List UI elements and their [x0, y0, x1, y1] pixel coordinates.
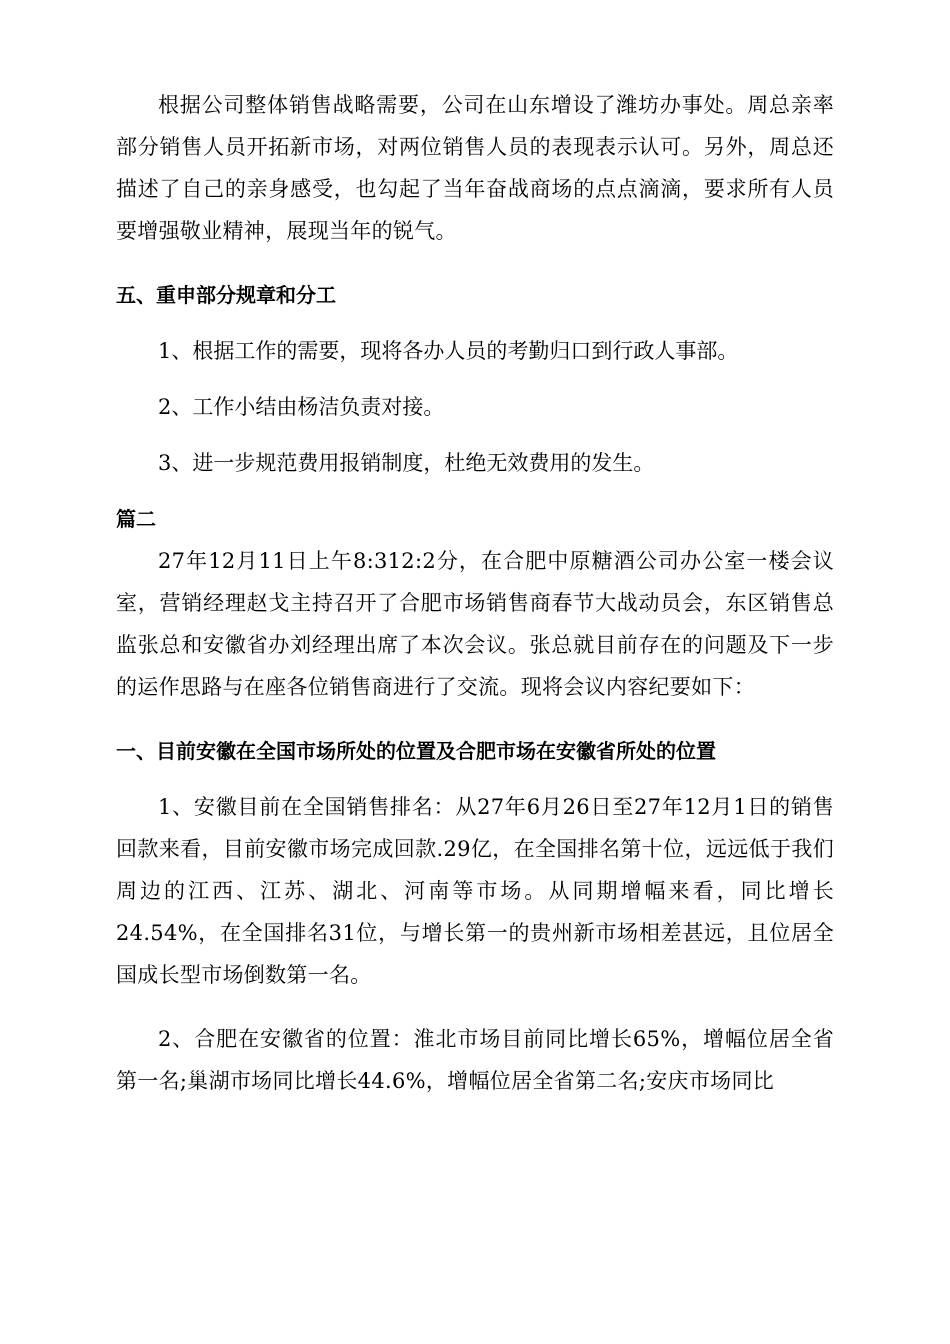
part-two-heading: 篇二: [116, 507, 156, 531]
paragraph-weifang-office: 根据公司整体销售战略需要，公司在山东增设了潍坊办事处。周总亲率部分销售人员开拓新市场，对两位销售人员的表现表示认可。另外，周总还描述了自己的亲身感受，也勾起了当年奋战商场的点点滴滴，要求所有人员要增强敬业精神，展现当年的锐气。: [116, 93, 834, 243]
section-heading-rules: 五、重申部分规章和分工: [116, 283, 336, 307]
list-item-attendance: 1、根据工作的需要，现将各办人员的考勤归口到行政人事部。: [158, 339, 739, 363]
list-item-summary: 2、工作小结由杨洁负责对接。: [158, 395, 445, 419]
paragraph-anhui-ranking: 1、安徽目前在全国销售排名：从27年6月26日至27年12月1日的销售回款来看，目前安徽市场完成回款.29亿，在全国排名第十位，远远低于我们周边的江西、江苏、湖北、河南等市场。从同期增幅来看，同比增长24.54%，在全国排名31位，与增长第一的贵州新市场相差甚远，且位居全国成长型市场倒数第一名。: [116, 795, 834, 987]
paragraph-hefei-position: 2、合肥在安徽省的位置：淮北市场目前同比增长65%，增幅位居全省第一名;巢湖市场同比增长44.6%，增幅位居全省第二名;安庆市场同比: [116, 1027, 834, 1093]
section-heading-anhui-position: 一、目前安徽在全国市场所处的位置及合肥市场在安徽省所处的位置: [116, 739, 716, 763]
paragraph-meeting-intro: 27年12月11日上午8:312:2分，在合肥中原糖酒公司办公室一楼会议室，营销经理赵戈主持召开了合肥市场销售商春节大战动员会，东区销售总监张总和安徽省办刘经理出席了本次会议。张总就目前存在的问题及下一步的运作思路与在座各位销售商进行了交流。现将会议内容纪要如下：: [116, 549, 834, 699]
list-item-expense: 3、进一步规范费用报销制度，杜绝无效费用的发生。: [158, 451, 655, 475]
